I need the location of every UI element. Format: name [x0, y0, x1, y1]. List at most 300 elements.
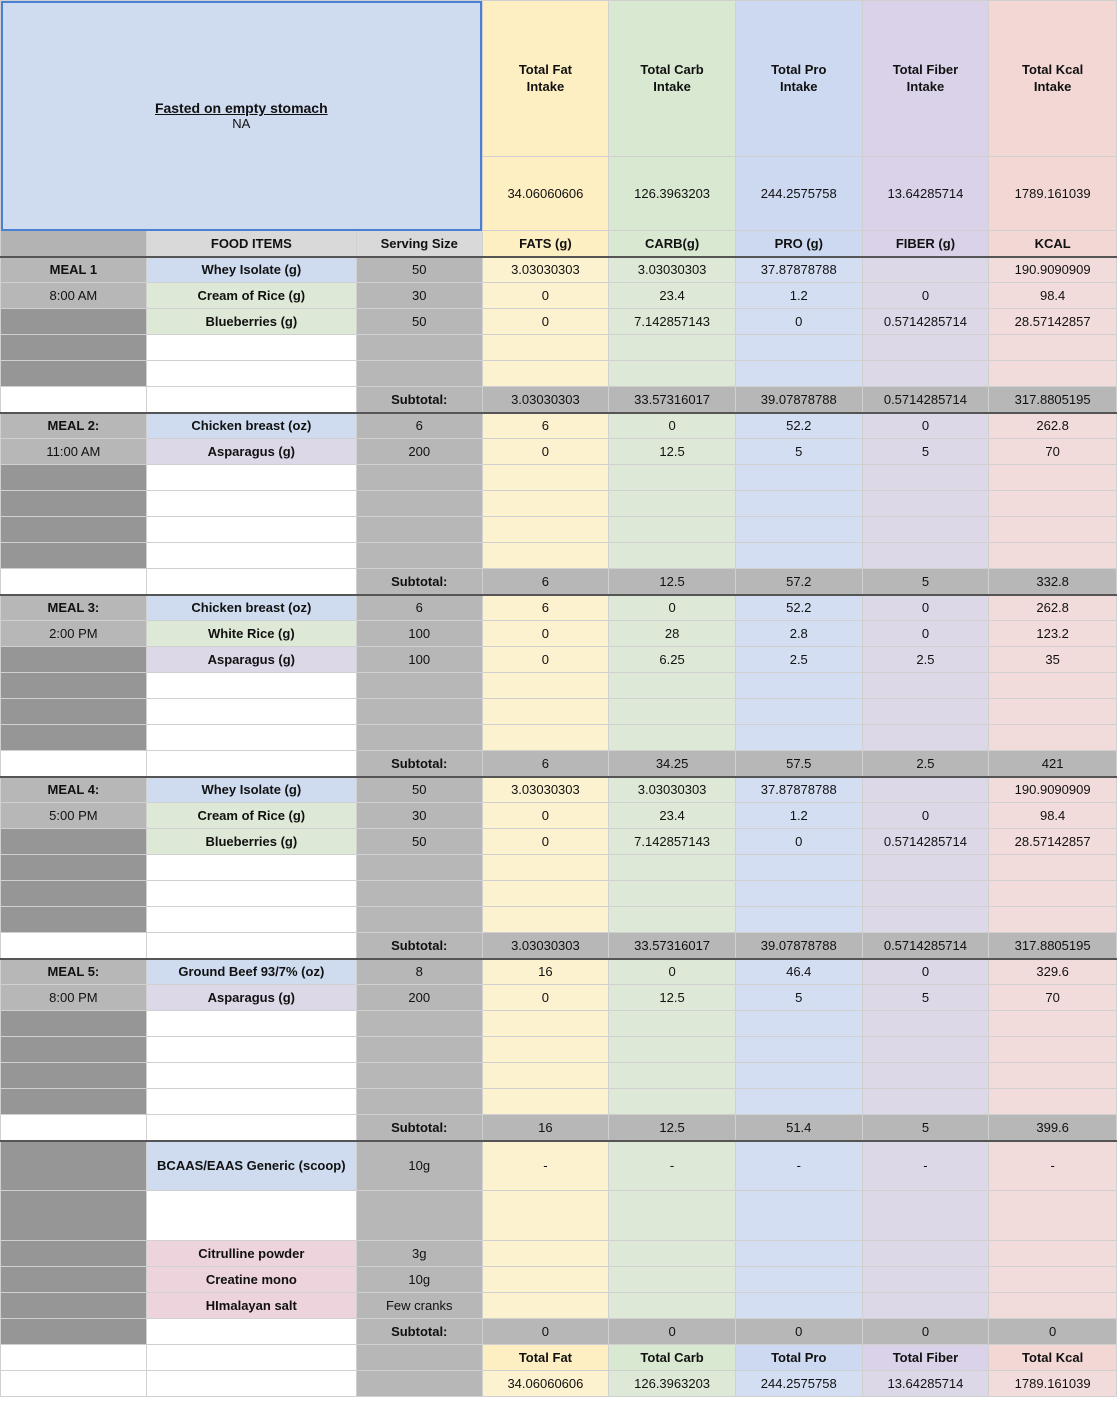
macro-fats[interactable]: 16	[482, 959, 609, 985]
subtotal-fiber[interactable]: 2.5	[862, 751, 989, 777]
macro-carb[interactable]	[609, 673, 736, 699]
meal-time[interactable]: 5:00 PM	[1, 803, 147, 829]
macro-fats[interactable]	[482, 1063, 609, 1089]
header-total-value-4[interactable]: 1789.161039	[989, 157, 1117, 231]
macro-pro[interactable]	[735, 361, 862, 387]
supplement-macro-fats[interactable]: -	[482, 1141, 609, 1191]
serving-size-value[interactable]: 8	[356, 959, 482, 985]
macro-kcal[interactable]: 70	[989, 439, 1117, 465]
macro-pro[interactable]	[735, 517, 862, 543]
macro-kcal[interactable]: 190.9090909	[989, 777, 1117, 803]
subtotal-spacer[interactable]	[1, 569, 147, 595]
serving-size-value[interactable]: 200	[356, 985, 482, 1011]
macro-carb[interactable]	[609, 907, 736, 933]
supplement-serving[interactable]: 3g	[356, 1241, 482, 1267]
subtotal-pro[interactable]: 51.4	[735, 1115, 862, 1141]
footer-total-label-0[interactable]: Total Fat	[482, 1345, 609, 1371]
macro-carb[interactable]: 3.03030303	[609, 257, 736, 283]
supplement-subtotal-kcal[interactable]: 0	[989, 1319, 1117, 1345]
macro-fats[interactable]: 3.03030303	[482, 257, 609, 283]
supplement-macro-fiber[interactable]: -	[862, 1141, 989, 1191]
meal-spacer[interactable]	[1, 543, 147, 569]
supplement-serving[interactable]: 10g	[356, 1141, 482, 1191]
meal-spacer[interactable]	[1, 1037, 147, 1063]
macro-carb[interactable]: 3.03030303	[609, 777, 736, 803]
subtotal-fats[interactable]: 3.03030303	[482, 387, 609, 413]
subtotal-spacer[interactable]	[146, 1115, 356, 1141]
col-header-meal[interactable]	[1, 231, 147, 257]
footer-total-value-2[interactable]: 244.2575758	[735, 1371, 862, 1397]
col-header-pro[interactable]: PRO (g)	[735, 231, 862, 257]
serving-size-value[interactable]: 50	[356, 309, 482, 335]
macro-kcal[interactable]: 98.4	[989, 283, 1117, 309]
macro-kcal[interactable]	[989, 543, 1117, 569]
subtotal-pro[interactable]: 39.07878788	[735, 387, 862, 413]
supplement-macro-fiber[interactable]	[862, 1267, 989, 1293]
supplement-macro-kcal[interactable]	[989, 1267, 1117, 1293]
subtotal-spacer[interactable]	[146, 387, 356, 413]
serving-size-value[interactable]: 50	[356, 777, 482, 803]
macro-fiber[interactable]	[862, 1089, 989, 1115]
subtotal-kcal[interactable]: 332.8	[989, 569, 1117, 595]
macro-carb[interactable]	[609, 361, 736, 387]
macro-pro[interactable]	[735, 335, 862, 361]
macro-kcal[interactable]	[989, 361, 1117, 387]
macro-fiber[interactable]: 5	[862, 439, 989, 465]
meal-spacer[interactable]	[1, 1063, 147, 1089]
serving-size-value[interactable]	[356, 1011, 482, 1037]
macro-pro[interactable]	[735, 1063, 862, 1089]
macro-kcal[interactable]	[989, 465, 1117, 491]
meal-spacer[interactable]	[1, 647, 147, 673]
food-item-name[interactable]	[146, 907, 356, 933]
macro-pro[interactable]	[735, 465, 862, 491]
macro-pro[interactable]	[735, 1037, 862, 1063]
footer-total-value-3[interactable]: 13.64285714	[862, 1371, 989, 1397]
macro-fiber[interactable]	[862, 907, 989, 933]
supplement-macro-fiber[interactable]	[862, 1293, 989, 1319]
supplement-subtotal-fiber[interactable]: 0	[862, 1319, 989, 1345]
macro-fiber[interactable]: 2.5	[862, 647, 989, 673]
macro-kcal[interactable]	[989, 673, 1117, 699]
footer-spacer[interactable]	[146, 1371, 356, 1397]
subtotal-kcal[interactable]: 317.8805195	[989, 387, 1117, 413]
supplement-subtotal-pro[interactable]: 0	[735, 1319, 862, 1345]
subtotal-spacer[interactable]	[1, 933, 147, 959]
serving-size-value[interactable]: 6	[356, 413, 482, 439]
macro-fats[interactable]	[482, 699, 609, 725]
col-header-food-items[interactable]: FOOD ITEMS	[146, 231, 356, 257]
macro-fats[interactable]: 0	[482, 621, 609, 647]
supplement-macro-kcal[interactable]	[989, 1293, 1117, 1319]
subtotal-fiber[interactable]: 0.5714285714	[862, 387, 989, 413]
subtotal-pro[interactable]: 57.2	[735, 569, 862, 595]
macro-kcal[interactable]: 35	[989, 647, 1117, 673]
macro-fiber[interactable]: 0	[862, 283, 989, 309]
macro-carb[interactable]	[609, 1063, 736, 1089]
macro-fats[interactable]: 3.03030303	[482, 777, 609, 803]
macro-kcal[interactable]	[989, 491, 1117, 517]
supplement-meal-spacer[interactable]	[1, 1191, 147, 1241]
food-item-name[interactable]	[146, 335, 356, 361]
subtotal-fats[interactable]: 3.03030303	[482, 933, 609, 959]
macro-fiber[interactable]	[862, 881, 989, 907]
supplement-name[interactable]	[146, 1191, 356, 1241]
meal-spacer[interactable]	[1, 725, 147, 751]
supplement-macro-kcal[interactable]	[989, 1191, 1117, 1241]
footer-total-label-4[interactable]: Total Kcal	[989, 1345, 1117, 1371]
macro-carb[interactable]: 28	[609, 621, 736, 647]
footer-spacer[interactable]	[356, 1345, 482, 1371]
food-item-name[interactable]	[146, 699, 356, 725]
supplement-subtotal-spacer[interactable]	[1, 1319, 147, 1345]
serving-size-value[interactable]	[356, 725, 482, 751]
food-item-name[interactable]: Asparagus (g)	[146, 439, 356, 465]
macro-pro[interactable]	[735, 725, 862, 751]
meal-spacer[interactable]	[1, 517, 147, 543]
supplement-macro-pro[interactable]	[735, 1241, 862, 1267]
food-item-name[interactable]	[146, 465, 356, 491]
supplement-name[interactable]: Citrulline powder	[146, 1241, 356, 1267]
subtotal-fiber[interactable]: 5	[862, 569, 989, 595]
macro-pro[interactable]	[735, 855, 862, 881]
meal-spacer[interactable]	[1, 699, 147, 725]
macro-carb[interactable]: 23.4	[609, 803, 736, 829]
macro-carb[interactable]: 6.25	[609, 647, 736, 673]
meal-spacer[interactable]	[1, 673, 147, 699]
food-item-name[interactable]: Chicken breast (oz)	[146, 413, 356, 439]
meal-name[interactable]: MEAL 2:	[1, 413, 147, 439]
supplement-macro-pro[interactable]: -	[735, 1141, 862, 1191]
supplement-macro-pro[interactable]	[735, 1267, 862, 1293]
macro-kcal[interactable]	[989, 1011, 1117, 1037]
macro-fats[interactable]	[482, 725, 609, 751]
serving-size-value[interactable]: 50	[356, 829, 482, 855]
macro-pro[interactable]	[735, 907, 862, 933]
macro-fats[interactable]	[482, 881, 609, 907]
macro-pro[interactable]: 52.2	[735, 413, 862, 439]
meal-time[interactable]: 8:00 PM	[1, 985, 147, 1011]
serving-size-value[interactable]: 100	[356, 647, 482, 673]
supplement-macro-carb[interactable]	[609, 1191, 736, 1241]
supplement-macro-kcal[interactable]	[989, 1241, 1117, 1267]
macro-fiber[interactable]	[862, 335, 989, 361]
macro-fats[interactable]	[482, 543, 609, 569]
food-item-name[interactable]: Cream of Rice (g)	[146, 803, 356, 829]
supplement-meal-spacer[interactable]	[1, 1241, 147, 1267]
food-item-name[interactable]: Blueberries (g)	[146, 829, 356, 855]
macro-kcal[interactable]	[989, 881, 1117, 907]
macro-fats[interactable]: 0	[482, 985, 609, 1011]
subtotal-pro[interactable]: 39.07878788	[735, 933, 862, 959]
macro-carb[interactable]	[609, 1089, 736, 1115]
macro-fiber[interactable]	[862, 517, 989, 543]
footer-total-value-0[interactable]: 34.06060606	[482, 1371, 609, 1397]
food-item-name[interactable]	[146, 725, 356, 751]
subtotal-pro[interactable]: 57.5	[735, 751, 862, 777]
supplement-subtotal-fats[interactable]: 0	[482, 1319, 609, 1345]
food-item-name[interactable]	[146, 855, 356, 881]
serving-size-value[interactable]: 50	[356, 257, 482, 283]
macro-kcal[interactable]: 262.8	[989, 413, 1117, 439]
serving-size-value[interactable]: 30	[356, 803, 482, 829]
meal-name[interactable]: MEAL 3:	[1, 595, 147, 621]
supplement-macro-pro[interactable]	[735, 1293, 862, 1319]
macro-fiber[interactable]	[862, 1063, 989, 1089]
food-item-name[interactable]: Whey Isolate (g)	[146, 257, 356, 283]
serving-size-value[interactable]: 200	[356, 439, 482, 465]
meal-spacer[interactable]	[1, 361, 147, 387]
macro-fats[interactable]: 0	[482, 309, 609, 335]
supplement-meal-spacer[interactable]	[1, 1293, 147, 1319]
subtotal-fats[interactable]: 6	[482, 751, 609, 777]
macro-carb[interactable]: 7.142857143	[609, 309, 736, 335]
macro-fiber[interactable]	[862, 777, 989, 803]
supplement-macro-fiber[interactable]	[862, 1241, 989, 1267]
food-item-name[interactable]: Blueberries (g)	[146, 309, 356, 335]
food-item-name[interactable]	[146, 1089, 356, 1115]
header-total-value-0[interactable]: 34.06060606	[482, 157, 609, 231]
footer-total-label-1[interactable]: Total Carb	[609, 1345, 736, 1371]
col-header-fats[interactable]: FATS (g)	[482, 231, 609, 257]
macro-fats[interactable]	[482, 1037, 609, 1063]
macro-kcal[interactable]	[989, 725, 1117, 751]
col-header-carb[interactable]: CARB(g)	[609, 231, 736, 257]
serving-size-value[interactable]	[356, 1089, 482, 1115]
macro-carb[interactable]: 12.5	[609, 439, 736, 465]
macro-carb[interactable]	[609, 725, 736, 751]
macro-pro[interactable]: 5	[735, 985, 862, 1011]
subtotal-label[interactable]: Subtotal:	[356, 751, 482, 777]
macro-kcal[interactable]: 28.57142857	[989, 829, 1117, 855]
supplement-name[interactable]: BCAAS/EAAS Generic (scoop)	[146, 1141, 356, 1191]
macro-carb[interactable]	[609, 855, 736, 881]
serving-size-value[interactable]	[356, 543, 482, 569]
meal-time[interactable]: 2:00 PM	[1, 621, 147, 647]
subtotal-carb[interactable]: 34.25	[609, 751, 736, 777]
serving-size-value[interactable]	[356, 517, 482, 543]
macro-fiber[interactable]	[862, 673, 989, 699]
col-header-fiber[interactable]: FIBER (g)	[862, 231, 989, 257]
macro-kcal[interactable]: 190.9090909	[989, 257, 1117, 283]
macro-fiber[interactable]	[862, 257, 989, 283]
macro-fiber[interactable]: 0	[862, 413, 989, 439]
macro-pro[interactable]: 37.87878788	[735, 257, 862, 283]
macro-fiber[interactable]	[862, 699, 989, 725]
subtotal-label[interactable]: Subtotal:	[356, 1115, 482, 1141]
subtotal-fats[interactable]: 6	[482, 569, 609, 595]
supplement-meal-spacer[interactable]	[1, 1267, 147, 1293]
macro-fiber[interactable]	[862, 1037, 989, 1063]
macro-pro[interactable]: 1.2	[735, 283, 862, 309]
macro-kcal[interactable]: 70	[989, 985, 1117, 1011]
meal-spacer[interactable]	[1, 1011, 147, 1037]
food-item-name[interactable]: Cream of Rice (g)	[146, 283, 356, 309]
macro-fiber[interactable]: 0	[862, 621, 989, 647]
macro-carb[interactable]	[609, 335, 736, 361]
macro-kcal[interactable]: 262.8	[989, 595, 1117, 621]
serving-size-value[interactable]	[356, 1063, 482, 1089]
macro-fats[interactable]	[482, 855, 609, 881]
col-header-kcal[interactable]: KCAL	[989, 231, 1117, 257]
macro-fiber[interactable]	[862, 1011, 989, 1037]
subtotal-label[interactable]: Subtotal:	[356, 387, 482, 413]
subtotal-carb[interactable]: 33.57316017	[609, 933, 736, 959]
meal-spacer[interactable]	[1, 907, 147, 933]
subtotal-spacer[interactable]	[146, 751, 356, 777]
supplement-macro-fiber[interactable]	[862, 1191, 989, 1241]
serving-size-value[interactable]	[356, 699, 482, 725]
subtotal-spacer[interactable]	[1, 387, 147, 413]
macro-fiber[interactable]: 0	[862, 595, 989, 621]
meal-spacer[interactable]	[1, 309, 147, 335]
macro-fats[interactable]	[482, 465, 609, 491]
subtotal-spacer[interactable]	[146, 569, 356, 595]
macro-carb[interactable]: 23.4	[609, 283, 736, 309]
footer-spacer[interactable]	[1, 1345, 147, 1371]
macro-pro[interactable]	[735, 881, 862, 907]
macro-pro[interactable]: 46.4	[735, 959, 862, 985]
macro-pro[interactable]: 0	[735, 309, 862, 335]
macro-carb[interactable]	[609, 543, 736, 569]
subtotal-kcal[interactable]: 421	[989, 751, 1117, 777]
macro-kcal[interactable]: 123.2	[989, 621, 1117, 647]
food-item-name[interactable]	[146, 673, 356, 699]
serving-size-value[interactable]	[356, 855, 482, 881]
macro-pro[interactable]	[735, 673, 862, 699]
macro-kcal[interactable]	[989, 517, 1117, 543]
macro-pro[interactable]: 2.5	[735, 647, 862, 673]
footer-total-value-1[interactable]: 126.3963203	[609, 1371, 736, 1397]
macro-kcal[interactable]: 98.4	[989, 803, 1117, 829]
macro-fiber[interactable]: 5	[862, 985, 989, 1011]
macro-fats[interactable]: 0	[482, 283, 609, 309]
subtotal-carb[interactable]: 33.57316017	[609, 387, 736, 413]
macro-fats[interactable]	[482, 335, 609, 361]
meal-name[interactable]: MEAL 1	[1, 257, 147, 283]
serving-size-value[interactable]	[356, 881, 482, 907]
macro-carb[interactable]	[609, 465, 736, 491]
food-item-name[interactable]: Ground Beef 93/7% (oz)	[146, 959, 356, 985]
header-total-value-3[interactable]: 13.64285714	[862, 157, 989, 231]
macro-kcal[interactable]	[989, 1063, 1117, 1089]
meal-time[interactable]: 11:00 AM	[1, 439, 147, 465]
food-item-name[interactable]: Chicken breast (oz)	[146, 595, 356, 621]
supplement-subtotal-label[interactable]: Subtotal:	[356, 1319, 482, 1345]
footer-total-label-2[interactable]: Total Pro	[735, 1345, 862, 1371]
subtotal-label[interactable]: Subtotal:	[356, 933, 482, 959]
meal-spacer[interactable]	[1, 881, 147, 907]
serving-size-value[interactable]	[356, 673, 482, 699]
macro-fiber[interactable]: 0	[862, 959, 989, 985]
macro-fiber[interactable]	[862, 855, 989, 881]
header-total-label-2[interactable]	[735, 1, 862, 157]
supplement-name[interactable]: Creatine mono	[146, 1267, 356, 1293]
macro-carb[interactable]	[609, 491, 736, 517]
serving-size-value[interactable]: 30	[356, 283, 482, 309]
serving-size-value[interactable]	[356, 465, 482, 491]
macro-fiber[interactable]: 0	[862, 803, 989, 829]
macro-fats[interactable]: 0	[482, 439, 609, 465]
macro-kcal[interactable]	[989, 335, 1117, 361]
supplement-name[interactable]: HImalayan salt	[146, 1293, 356, 1319]
macro-kcal[interactable]: 329.6	[989, 959, 1117, 985]
macro-pro[interactable]: 5	[735, 439, 862, 465]
supplement-macro-carb[interactable]	[609, 1293, 736, 1319]
serving-size-value[interactable]	[356, 335, 482, 361]
macro-fats[interactable]: 6	[482, 595, 609, 621]
food-item-name[interactable]	[146, 1063, 356, 1089]
supplement-macro-pro[interactable]	[735, 1191, 862, 1241]
food-item-name[interactable]: Asparagus (g)	[146, 647, 356, 673]
subtotal-kcal[interactable]: 317.8805195	[989, 933, 1117, 959]
food-item-name[interactable]	[146, 543, 356, 569]
macro-pro[interactable]	[735, 699, 862, 725]
food-item-name[interactable]: Whey Isolate (g)	[146, 777, 356, 803]
macro-fiber[interactable]	[862, 725, 989, 751]
food-item-name[interactable]: Asparagus (g)	[146, 985, 356, 1011]
supplement-serving[interactable]: Few cranks	[356, 1293, 482, 1319]
serving-size-value[interactable]	[356, 361, 482, 387]
macro-fats[interactable]	[482, 361, 609, 387]
macro-kcal[interactable]	[989, 1037, 1117, 1063]
header-note-block[interactable]	[1, 1, 483, 231]
macro-kcal[interactable]	[989, 1089, 1117, 1115]
macro-carb[interactable]: 0	[609, 595, 736, 621]
meal-spacer[interactable]	[1, 855, 147, 881]
subtotal-kcal[interactable]: 399.6	[989, 1115, 1117, 1141]
macro-fats[interactable]	[482, 517, 609, 543]
subtotal-spacer[interactable]	[1, 1115, 147, 1141]
macro-carb[interactable]: 12.5	[609, 985, 736, 1011]
supplement-macro-carb[interactable]	[609, 1241, 736, 1267]
serving-size-value[interactable]	[356, 491, 482, 517]
macro-kcal[interactable]	[989, 855, 1117, 881]
food-item-name[interactable]	[146, 1011, 356, 1037]
macro-fats[interactable]: 0	[482, 803, 609, 829]
macro-carb[interactable]: 0	[609, 413, 736, 439]
meal-name[interactable]: MEAL 4:	[1, 777, 147, 803]
macro-fats[interactable]	[482, 673, 609, 699]
macro-pro[interactable]	[735, 1011, 862, 1037]
macro-fiber[interactable]	[862, 361, 989, 387]
subtotal-spacer[interactable]	[1, 751, 147, 777]
macro-carb[interactable]: 7.142857143	[609, 829, 736, 855]
food-item-name[interactable]: White Rice (g)	[146, 621, 356, 647]
subtotal-spacer[interactable]	[146, 933, 356, 959]
supplement-macro-fats[interactable]	[482, 1293, 609, 1319]
macro-pro[interactable]: 37.87878788	[735, 777, 862, 803]
macro-fiber[interactable]	[862, 543, 989, 569]
footer-total-value-4[interactable]: 1789.161039	[989, 1371, 1117, 1397]
header-total-value-2[interactable]: 244.2575758	[735, 157, 862, 231]
macro-fiber[interactable]	[862, 465, 989, 491]
macro-fats[interactable]	[482, 1089, 609, 1115]
food-item-name[interactable]	[146, 881, 356, 907]
macro-fats[interactable]: 0	[482, 829, 609, 855]
subtotal-carb[interactable]: 12.5	[609, 569, 736, 595]
macro-kcal[interactable]	[989, 699, 1117, 725]
macro-pro[interactable]: 0	[735, 829, 862, 855]
subtotal-label[interactable]: Subtotal:	[356, 569, 482, 595]
macro-carb[interactable]	[609, 1037, 736, 1063]
macro-pro[interactable]: 52.2	[735, 595, 862, 621]
supplement-meal-spacer[interactable]	[1, 1141, 147, 1191]
macro-fats[interactable]	[482, 491, 609, 517]
macro-carb[interactable]	[609, 881, 736, 907]
macro-fats[interactable]: 6	[482, 413, 609, 439]
subtotal-carb[interactable]: 12.5	[609, 1115, 736, 1141]
